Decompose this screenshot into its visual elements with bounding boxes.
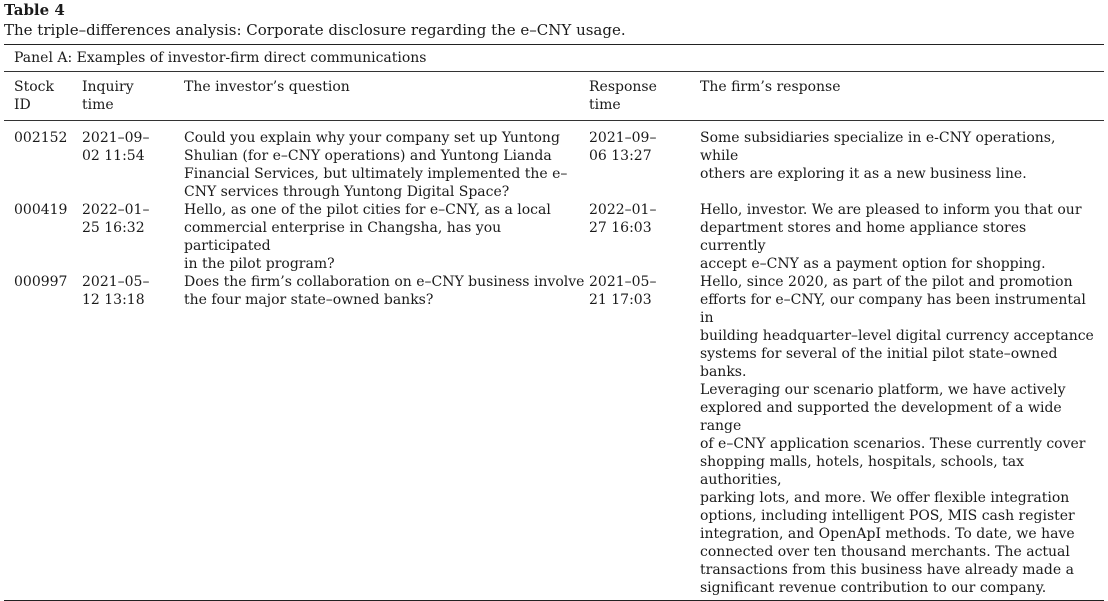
cell-inquiry-time: 2021–09– 02 11:54 [82,130,150,164]
cell-inquiry-time: 2021–05– 12 13:18 [82,274,150,308]
panel-title: Panel A: Examples of investor-firm direct communications [14,50,427,66]
cell-stock-id: 002152 [14,130,68,146]
table-caption: The triple–differences analysis: Corporate disclosure regarding the e–CNY usage. [4,21,626,39]
header-stock-id: Stock ID [14,79,54,113]
table-body [4,121,1104,597]
cell-response-time: 2021–05– 21 17:03 [589,274,657,308]
cell-response-time: 2021–09– 06 13:27 [589,130,657,164]
header-inquiry-time: Inquiry time [82,79,134,113]
cell-stock-id: 000997 [14,274,68,290]
cell-response: Hello, since 2020, as part of the pilot and promotion efforts for e–CNY, our company has been instrumental in building headquarter–level digital currency acceptance systems for several of the initial pilot state–owned banks. Leveraging our scenario platform, we have actively explored and supported the development of a wide range of e–CNY application scenarios. These currently cover shopping malls, hotels, hospitals, schools, tax authorities, parking lots, and more. We offer flexible integration options, including intelligent POS, MIS cash register integration, and OpenApI methods. To date, we have connected over ten thousand merchants. The actual transactions from this business have already made a significant revenue contribution to our company. [700,274,1094,596]
cell-response: Hello, investor. We are pleased to inform you that our department stores and home appliance stores currently accept e–CNY as a payment option for shopping. [700,202,1082,272]
table-row [4,201,1104,273]
table-container [4,0,1104,601]
cell-inquiry-time: 2022–01– 25 16:32 [82,202,150,236]
table-row [4,121,1104,201]
cell-question: Hello, as one of the pilot cities for e–CNY, as a local commercial enterprise in Changsha, has you participated in the pilot program? [184,202,551,272]
header-question: The investor’s question [184,79,350,95]
header-row [4,72,1104,120]
cell-response-time: 2022–01– 27 16:03 [589,202,657,236]
cell-stock-id: 000419 [14,202,68,218]
table-row [4,273,1104,597]
header-response-time: Response time [589,79,657,113]
cell-question: Could you explain why your company set up Yuntong Shulian (for e–CNY operations) and Yuntong Lianda Financial Services, but ultimately implemented the e– CNY services through Yuntong Digital Space? [184,130,568,200]
header-response: The firm’s response [700,79,841,95]
cell-question: Does the firm’s collaboration on e–CNY business involve the four major state–owned banks? [184,274,585,308]
table-label: Table 4 [4,1,65,19]
cell-response: Some subsidiaries specialize in e-CNY operations, while others are exploring it as a new business line. [700,130,1056,182]
